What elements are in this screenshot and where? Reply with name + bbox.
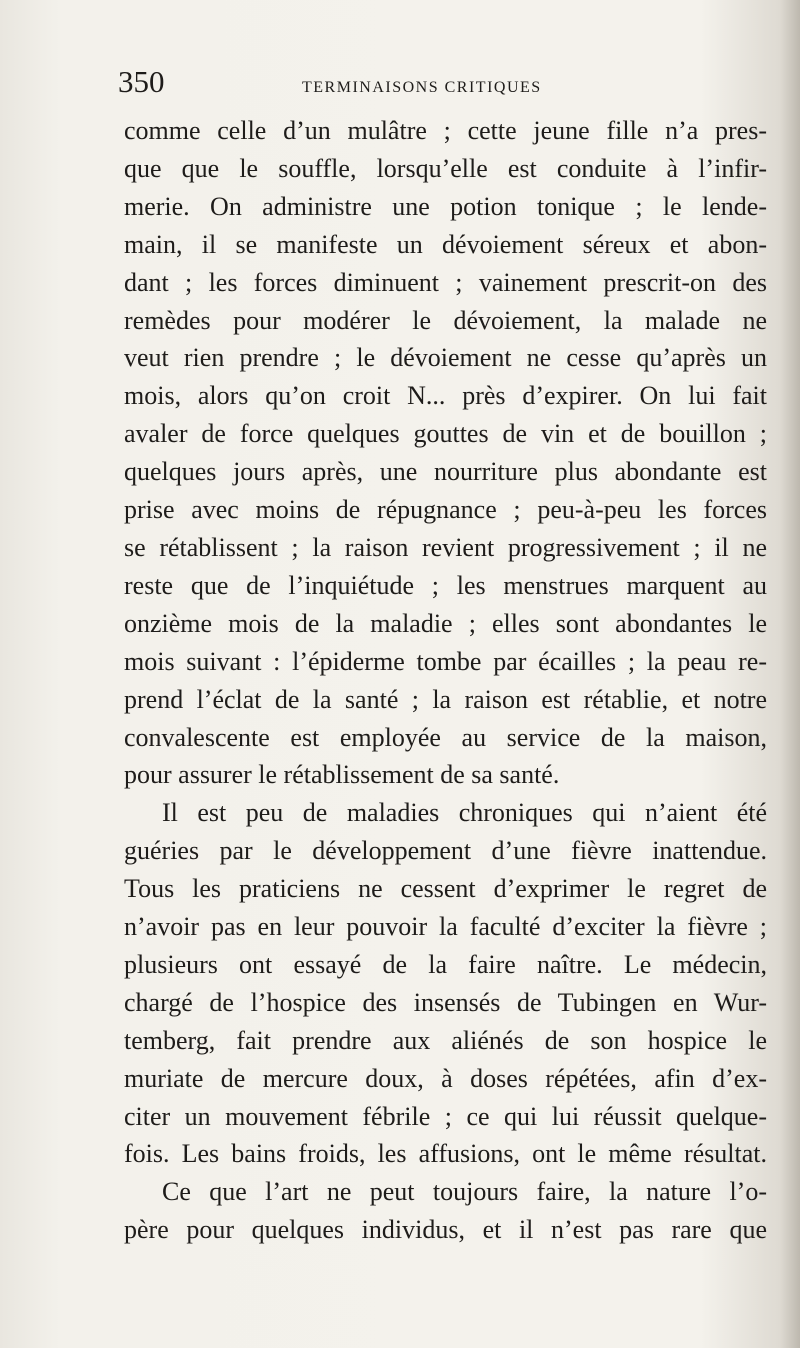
paragraph-2 <box>124 794 767 1173</box>
text-line: remèdes pour modérer le dévoiement, la malade ne <box>124 305 767 335</box>
text-line: Tous les praticiens ne cessent d’exprimer le regret de <box>124 874 767 904</box>
text-line: comme celle d’un mulâtre ; cette jeune fille n’a pres- <box>124 116 767 145</box>
text-line: fois. Les bains froids, les affusions, ont le même résultat. <box>124 1139 767 1169</box>
text-line: merie. On administre une potion tonique ; le lende- <box>124 191 767 221</box>
text-line: veut rien prendre ; le dévoiement ne cesse qu’après un <box>124 343 767 373</box>
text-line: convalescente est employée au service de la maison, <box>124 722 767 752</box>
text-line: dant ; les forces diminuent ; vainement prescrit-on des <box>124 267 767 297</box>
text-line: main, il se manifeste un dévoiement séreux et abon- <box>124 229 767 259</box>
page-number: 350 <box>118 64 165 99</box>
text-line: pour assurer le rétablissement de sa santé. <box>124 760 560 790</box>
text-line: citer un mouvement fébrile ; ce qui lui réussit quelque- <box>124 1101 767 1131</box>
paragraph-1 <box>124 112 767 794</box>
text-line: mois, alors qu’on croit N... près d’expirer. On lui fait <box>124 381 767 411</box>
text-line: reste que de l’inquiétude ; les menstrues marquent au <box>124 570 767 600</box>
text-line: père pour quelques individus, et il n’est pas rare que <box>124 1215 767 1245</box>
running-head: TERMINAISONS CRITIQUES <box>302 79 542 96</box>
text-line: muriate de mercure doux, à doses répétées, afin d’ex- <box>124 1063 767 1093</box>
text-line: avaler de force quelques gouttes de vin et de bouillon ; <box>124 419 767 449</box>
page-header <box>118 62 758 102</box>
text-line: chargé de l’hospice des insensés de Tubingen en Wur- <box>124 987 767 1017</box>
text-line: Ce que l’art ne peut toujours faire, la nature l’o- <box>162 1177 767 1207</box>
text-line: que que le souffle, lorsqu’elle est conduite à l’infir- <box>124 153 767 183</box>
text-line: prend l’éclat de la santé ; la raison est rétablie, et notre <box>124 684 767 714</box>
text-line: quelques jours après, une nourriture plus abondante est <box>124 457 767 487</box>
text-line: onzième mois de la maladie ; elles sont abondantes le <box>124 608 767 638</box>
text-line: temberg, fait prendre aux aliénés de son hospice le <box>124 1025 767 1055</box>
text-line: n’avoir pas en leur pouvoir la faculté d’exciter la fièvre ; <box>124 912 767 942</box>
body-text <box>124 112 767 1249</box>
text-line: Il est peu de maladies chroniques qui n’aient été <box>162 798 767 828</box>
text-line: plusieurs ont essayé de la faire naître. Le médecin, <box>124 949 767 979</box>
text-line: prise avec moins de répugnance ; peu-à-peu les forces <box>124 495 767 525</box>
paragraph-3 <box>124 1173 767 1249</box>
text-line: se rétablissent ; la raison revient progressivement ; il ne <box>124 532 767 562</box>
text-line: guéries par le développement d’une fièvre inattendue. <box>124 836 767 866</box>
text-line: mois suivant : l’épiderme tombe par écailles ; la peau re- <box>124 646 767 676</box>
